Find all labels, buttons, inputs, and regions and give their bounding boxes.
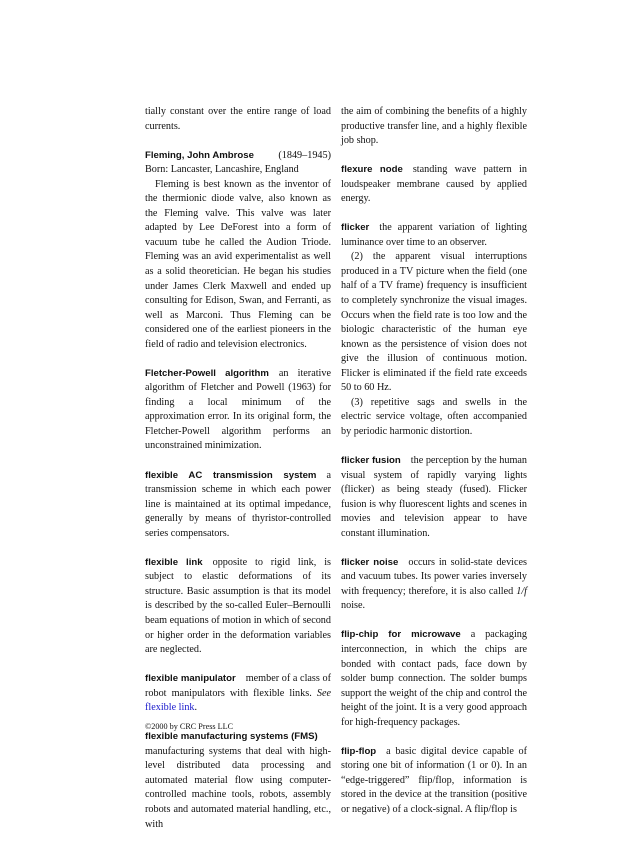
continuation-text: tially constant over the entire range of load currents. — [145, 106, 331, 132]
flicker-def-2: (2) the apparent visual interruptions produced in a TV picture when the field (one half of a TV frame) frequency is insufficient to completely synchronize the visual images. Occurs when the field rate is too low and the biologic characteristic of the human eye known as the persistence of vision does not give the illusion of continuous motion. Flicker is eliminated if the field rate exceeds 50 to 60 Hz. — [341, 251, 527, 394]
entry-definition: member of a class of robot manipulators with flexible links. — [145, 673, 331, 699]
fleming-bio: Fleming is best known as the inventor of the thermionic diode valve, also known as the Fleming valve. This valve was later adapted by Lee DeForest into a form of vacuum tube he called the Audion Triode. Fleming was an avid experimentalist as well as a solid theoretician. He began his studies under James Clerk Maxwell and ended up consulting for Edison, Swan, and Ferranti, as well as Marconi. Thus Fleming can be considered one of the earliest pioneers in the field of radio and television electronics. — [145, 178, 331, 350]
entry-definition: manufacturing systems that deal with high-level distributed data processing and automated material flow using computer-controlled machine tools, robots, assembly robots and automated material handling, etc., with — [145, 745, 331, 830]
fleming-born: Born: Lancaster, Lancashire, England — [145, 164, 299, 176]
entry-fletcher-powell — [145, 367, 331, 454]
entry-definition: standing wave pattern in loudspeaker membrane caused by applied energy. — [341, 164, 527, 205]
flicker-def-1: the apparent variation of lighting luminance over time to an observer. — [341, 222, 527, 248]
fleming-name: Fleming, John Ambrose — [145, 149, 254, 161]
see-label: See — [316, 687, 332, 699]
entry-term: flicker fusion — [341, 454, 401, 466]
entry-flexible-manipulator: flexible manipulator member of a class of robot manipulators with flexible links. See flexible link. — [145, 673, 332, 714]
right-continuation — [341, 105, 527, 149]
entry-term: flexible AC transmission system — [145, 469, 317, 481]
entry-term: flexible manufacturing systems (FMS) — [145, 731, 318, 743]
see-flexible-link[interactable]: flexible link — [145, 702, 195, 714]
right-column — [341, 105, 527, 832]
copyright-footer: ©2000 by CRC Press LLC — [145, 722, 234, 731]
continuation-text: the aim of combining the benefits of a highly productive transfer line, and a highly flexible job shop. — [341, 106, 527, 147]
entry-flicker-noise — [341, 556, 527, 614]
entry-flip-chip — [341, 628, 527, 730]
entry-flexible-ac — [145, 469, 331, 542]
entry-term: flicker — [341, 222, 370, 234]
entry-definition: a packaging interconnection, in which the chips are bonded with contact pads, face down by solder bump connection. The solder bumps support the weight of the chip and control the height of the joint. It is a very good approach for high-frequency packages. — [341, 629, 527, 728]
entry-term: flexible manipulator — [145, 673, 236, 685]
fleming-heading — [145, 149, 331, 164]
entry-term: flicker noise — [341, 556, 399, 568]
entry-term: flip-flop — [341, 745, 377, 757]
left-column — [145, 105, 331, 847]
formula-1-over-f: 1/f — [516, 585, 527, 597]
entry-definition: an iterative algorithm of Fletcher and Powell (1963) for finding a local minimum of the approximation error. In its original form, the Fletcher-Powell algorithm performs an unconstrained minimization. — [145, 367, 331, 452]
entry-flicker-fusion — [341, 454, 527, 541]
fleming-dates: (1849–1945) — [278, 149, 331, 161]
entry-flicker — [341, 221, 527, 439]
entry-fleming — [145, 149, 331, 353]
entry-flexible-link — [145, 556, 331, 658]
entry-flexure-node — [341, 163, 527, 207]
noise-tail: noise. — [341, 600, 366, 612]
entry-flip-flop — [341, 745, 527, 818]
entry-term: Fletcher-Powell algorithm — [145, 367, 269, 379]
entry-term: flexure node — [341, 164, 403, 176]
entry-definition: occurs in solid-state devices and vacuum tubes. Its power varies inversely with frequency; therefore, it is also called — [341, 556, 528, 597]
entry-definition: a basic digital device capable of storing one bit of information (1 or 0). In an “edge-triggered” flip/flop, information is stored in the device at the transition (positive or negative) of a clock-signal. A flip/flop is — [341, 745, 527, 815]
entry-definition: opposite to rigid link, is subject to elastic deformations of its structure. Basic assumption is that its model is described by the so-called Euler–Bernoulli beam equations of motion in which of second or higher order in the deformation variables are neglected. — [145, 556, 331, 656]
entry-definition: the perception by the human visual system of rapidly varying lights (flicker) as being steady (fused). Flicker fusion is why fluorescent lights and scenes in movies and television appear to have constant illumination. — [341, 454, 527, 539]
flicker-def-3: (3) repetitive sags and swells in the electric service voltage, often accompanied by periodic harmonic distortion. — [341, 396, 527, 437]
left-continuation — [145, 105, 331, 134]
entry-term: flexible link — [145, 556, 203, 568]
entry-definition: a transmission scheme in which each power line is maintained at its optimal impedance, generally by means of thyristor-controlled series compensators. — [145, 469, 331, 539]
entry-fms — [145, 730, 331, 832]
entry-term: flip-chip for microwave — [341, 629, 461, 641]
